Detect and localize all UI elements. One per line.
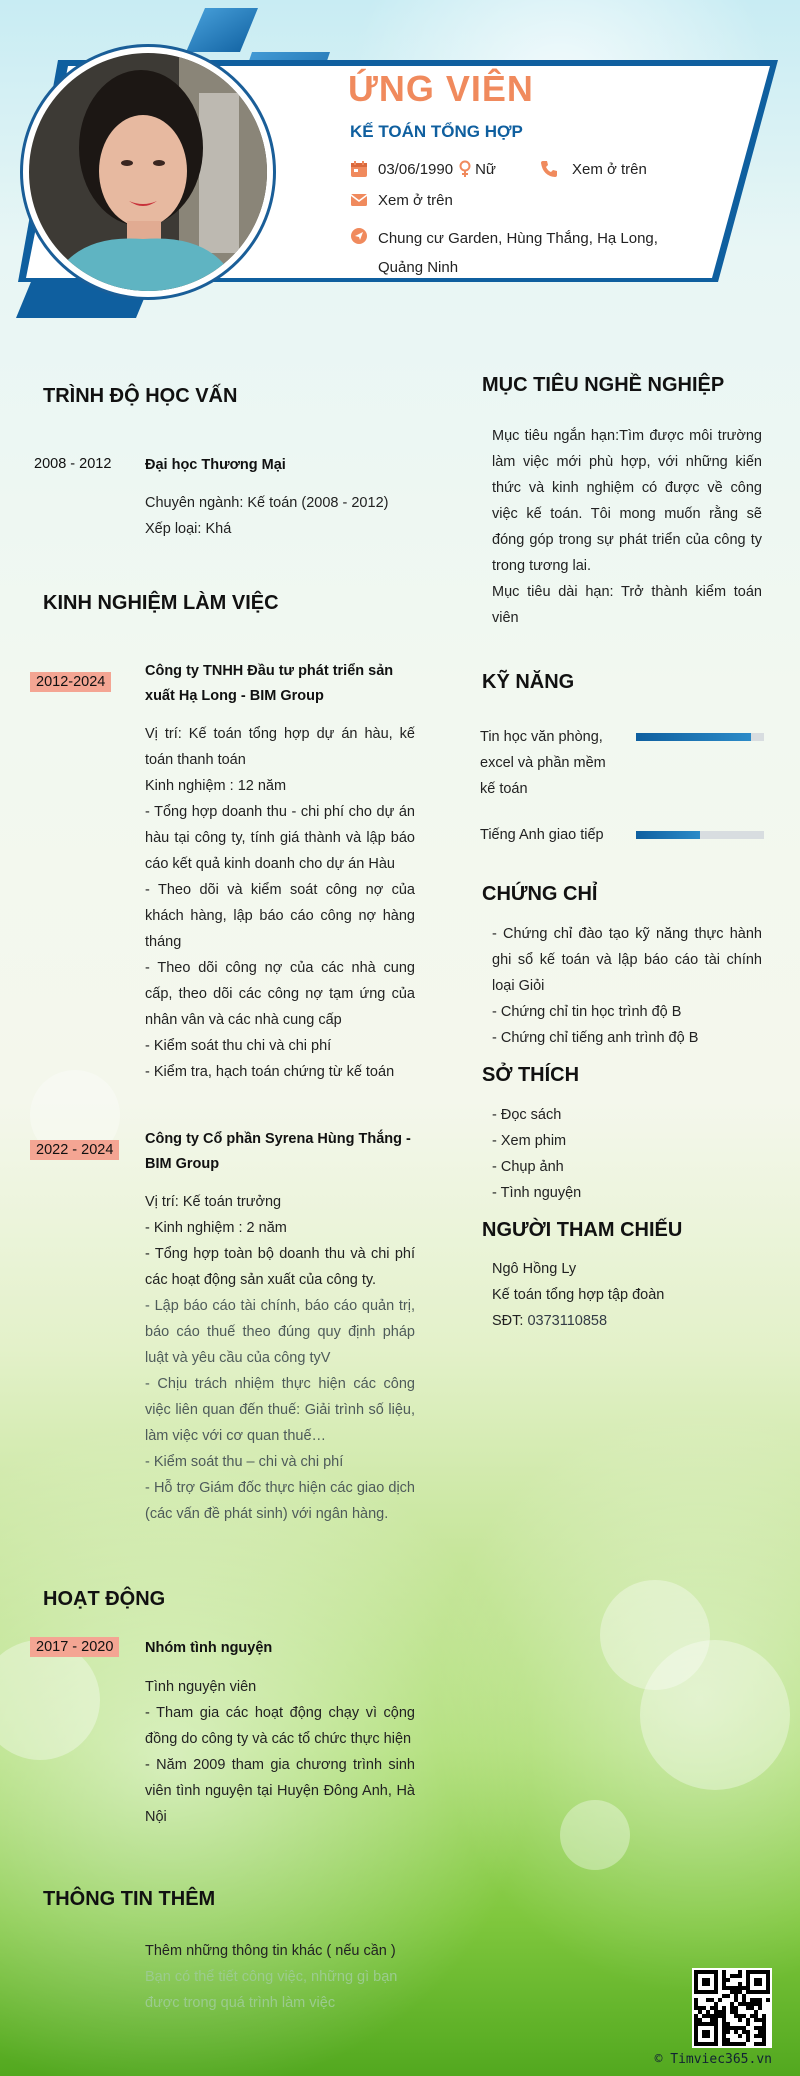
qr-module: [718, 2010, 722, 2014]
qr-module: [714, 2018, 718, 2022]
hobbies-title: SỞ THÍCH: [482, 1064, 580, 1086]
qr-module: [742, 1998, 746, 2002]
qr-module: [738, 2018, 742, 2022]
skill-name: Tin học văn phòng, excel và phần mềm kế toán: [480, 729, 606, 797]
qr-module: [754, 2034, 758, 2038]
skill-bar-fill: [636, 733, 751, 741]
qr-module: [722, 2022, 726, 2026]
qr-module: [738, 2014, 742, 2018]
qr-module: [722, 2026, 726, 2030]
hobbies-list: [492, 1102, 762, 1206]
email-icon: [350, 191, 368, 209]
birthdate-row: [350, 160, 496, 178]
qr-module: [730, 1974, 734, 1978]
job-line: - Hỗ trợ Giám đốc thực hiện các giao dịch (các vấn đề phát sinh) với ngân hàng.: [145, 1480, 415, 1522]
qr-module: [726, 2038, 730, 2042]
education-period: 2008 - 2012: [34, 456, 112, 472]
company-name: Công ty Cổ phần Syrena Hùng Thắng - BIM Group: [145, 1131, 411, 1172]
qr-module: [762, 2014, 766, 2018]
qr-module: [734, 1986, 738, 1990]
job-line: - Theo dõi công nợ của các nhà cung cấp, theo dõi các công nợ tạm ứng của nhân vân và các nhà cung cấp: [145, 960, 415, 1028]
qr-module: [754, 2010, 758, 2014]
qr-module: [758, 2042, 762, 2046]
reference-details: [492, 1256, 762, 1334]
qr-module: [702, 2006, 706, 2010]
activity-line: - Năm 2009 tham gia chương trình sinh viên tình nguyện tại Huyện Đông Anh, Hà Nội: [145, 1757, 415, 1825]
qr-module: [742, 1986, 746, 1990]
qr-module: [710, 2006, 714, 2010]
qr-module: [762, 2022, 766, 2026]
qr-module: [734, 1998, 738, 2002]
copyright: © Timviec365.vn: [654, 2052, 772, 2067]
activity-org: Nhóm tình nguyện: [145, 1640, 273, 1656]
qr-module: [734, 2026, 738, 2030]
extra-info-line: Thêm những thông tin khác ( nếu cần ): [145, 1943, 396, 1959]
gender: Nữ: [475, 160, 496, 178]
qr-module: [718, 1998, 722, 2002]
qr-module: [694, 2018, 698, 2022]
qr-module: [754, 2042, 758, 2046]
qr-module: [698, 2018, 702, 2022]
extra-info-title: THÔNG TIN THÊM: [43, 1888, 216, 1910]
qr-module: [766, 1998, 770, 2002]
qr-module: [694, 2006, 698, 2010]
qr-module: [722, 1986, 726, 1990]
reference-phone-label: SĐT:: [492, 1313, 528, 1329]
qr-module: [734, 2014, 738, 2018]
qr-module: [722, 1970, 726, 1974]
qr-module: [714, 2002, 718, 2006]
qr-module: [722, 2010, 726, 2014]
activity-line: - Tham gia các hoạt động chạy vì cộng đồng do công ty và các tổ chức thực hiện: [145, 1705, 415, 1747]
qr-module: [734, 2042, 738, 2046]
qr-module: [734, 2030, 738, 2034]
qr-module: [762, 2026, 766, 2030]
skill-name: Tiếng Anh giao tiếp: [480, 827, 604, 843]
education-title: TRÌNH ĐỘ HỌC VẤN: [43, 385, 238, 407]
qr-module: [722, 2014, 726, 2018]
skill-bar-fill: [636, 831, 700, 839]
reference-title: NGƯỜI THAM CHIẾU: [482, 1219, 683, 1241]
qr-module: [746, 2022, 750, 2026]
education-line: Chuyên ngành: Kế toán (2008 - 2012): [145, 495, 389, 511]
qr-module: [734, 1974, 738, 1978]
reference-name: Ngô Hồng Ly: [492, 1261, 577, 1277]
qr-module: [738, 1982, 742, 1986]
qr-module: [714, 2006, 718, 2010]
qr-module: [726, 2026, 730, 2030]
job-line: Vị trí: Kế toán trưởng: [145, 1194, 282, 1210]
qr-module: [722, 2038, 726, 2042]
experience-title: KINH NGHIỆM LÀM VIỆC: [43, 592, 279, 614]
qr-module: [742, 2026, 746, 2030]
qr-module: [746, 2030, 750, 2034]
qr-module: [726, 2042, 730, 2046]
qr-module: [758, 2034, 762, 2038]
job-line: - Tổng hợp toàn bộ doanh thu và chi phí các hoạt động sản xuất của công ty.: [145, 1246, 415, 1288]
qr-module: [746, 2006, 750, 2010]
qr-module: [706, 2010, 710, 2014]
certificate-item: - Chứng chỉ tin học trình độ B: [492, 1004, 682, 1020]
qr-module: [734, 1990, 738, 1994]
hobby-item: - Xem phim: [492, 1133, 567, 1149]
company-name: Công ty TNHH Đầu tư phát triển sản xuất Hạ Long - BIM Group: [145, 663, 394, 704]
qr-module: [754, 2018, 758, 2022]
activity-period: 2017 - 2020: [30, 1637, 119, 1657]
qr-module: [734, 2010, 738, 2014]
qr-module: [694, 2014, 698, 2018]
activities-title: HOẠT ĐỘNG: [43, 1588, 166, 1610]
extra-info-placeholder: Bạn có thể tiết công việc, những gì bạn: [145, 1969, 398, 1985]
qr-module: [694, 2002, 698, 2006]
qr-module: [738, 2026, 742, 2030]
qr-module: [722, 1994, 726, 1998]
address-line-1: Chung cư Garden, Hùng Thắng, Hạ Long,: [378, 230, 658, 247]
qr-module: [750, 2006, 754, 2010]
qr-module: [746, 2018, 750, 2022]
qr-module: [746, 2038, 750, 2042]
qr-module: [726, 2030, 730, 2034]
extra-info: [145, 1938, 435, 2016]
qr-module: [758, 2002, 762, 2006]
qr-code: [692, 1968, 772, 2048]
qr-module: [726, 1978, 730, 1982]
objective-text: [492, 423, 762, 631]
job-line: - Kiểm soát thu chi và chi phí: [145, 1038, 332, 1054]
reference-position: Kế toán tổng hợp tập đoàn: [492, 1287, 665, 1303]
bg-bubble: [640, 1640, 790, 1790]
qr-module: [722, 1974, 726, 1978]
email: Xem ở trên: [378, 191, 453, 209]
job-line: - Theo dõi và kiểm soát công nợ của khách hàng, lập báo cáo công nợ hàng tháng: [145, 882, 415, 950]
qr-module: [730, 2010, 734, 2014]
qr-module: [722, 1982, 726, 1986]
activity-details: [145, 1674, 415, 1830]
gender-icon: [457, 160, 473, 178]
short-term-goal: Mục tiêu ngắn hạn:Tìm được môi trường làm việc mới phù hợp, với những kiến thức và kinh nghiệm có được về công việc kế toán. Tôi mong muốn rằng sẽ đóng góp trong sự phát triển của công ty trong tương lai.: [492, 428, 762, 574]
qr-module: [742, 2014, 746, 2018]
qr-module: [754, 2014, 758, 2018]
objective-title: MỤC TIÊU NGHỀ NGHIỆP: [482, 374, 725, 396]
hobby-item: - Chụp ảnh: [492, 1159, 564, 1175]
qr-module: [742, 2042, 746, 2046]
qr-module: [758, 2026, 762, 2030]
qr-module: [702, 2014, 706, 2018]
qr-module: [746, 2002, 750, 2006]
qr-module: [762, 2030, 766, 2034]
hobby-item: - Tình nguyện: [492, 1185, 582, 1201]
hobby-item: - Đọc sách: [492, 1107, 562, 1123]
certificates-title: CHỨNG CHỈ: [482, 883, 598, 905]
qr-module: [758, 2030, 762, 2034]
birthdate: 03/06/1990: [378, 160, 454, 178]
qr-module: [698, 2010, 702, 2014]
address-line-2: Quảng Ninh: [378, 259, 459, 276]
job-line: - Kiểm soát thu – chi và chi phí: [145, 1454, 344, 1470]
qr-module: [738, 2002, 742, 2006]
qr-module: [750, 2014, 754, 2018]
qr-module: [758, 2018, 762, 2022]
qr-module: [706, 2014, 710, 2018]
phone-row: [540, 160, 647, 178]
qr-module: [722, 2018, 726, 2022]
qr-module: [710, 2018, 714, 2022]
qr-module: [762, 2018, 766, 2022]
certificate-item: - Chứng chỉ tiếng anh trình độ B: [492, 1030, 699, 1046]
qr-module: [762, 2034, 766, 2038]
skill-bar: [636, 831, 764, 839]
calendar-icon: [350, 160, 368, 178]
extra-info-placeholder: được trong quá trình làm việc: [145, 1995, 336, 2011]
qr-module: [722, 1978, 726, 1982]
qr-module: [742, 2030, 746, 2034]
qr-module: [714, 2014, 718, 2018]
qr-module: [750, 1998, 754, 2002]
job-line: - Kiểm tra, hạch toán chứng từ kế toán: [145, 1064, 395, 1080]
bg-bubble: [560, 1800, 630, 1870]
qr-module: [706, 1998, 710, 2002]
qr-module: [710, 2014, 714, 2018]
job-title: KẾ TOÁN TỔNG HỢP: [350, 122, 523, 141]
qr-module: [742, 2002, 746, 2006]
location-icon: [350, 227, 368, 245]
qr-module: [738, 1986, 742, 1990]
avatar: [29, 53, 267, 291]
reference-phone-row: [492, 1308, 762, 1334]
qr-module: [730, 1990, 734, 1994]
qr-module: [730, 2042, 734, 2046]
email-row: [350, 191, 453, 209]
qr-module: [762, 2042, 766, 2046]
job-line: - Chịu trách nhiệm thực hiện các công việc liên quan đến thuế: Giải trình số liệu, làm việc với cơ quan thuế…: [145, 1376, 415, 1444]
certificates-list: [492, 921, 762, 1051]
qr-module: [722, 2030, 726, 2034]
job-line: - Kinh nghiệm : 2 năm: [145, 1220, 287, 1236]
qr-module: [730, 2006, 734, 2010]
qr-module: [754, 2002, 758, 2006]
job-details: [145, 721, 415, 1085]
qr-module: [754, 1998, 758, 2002]
qr-module: [750, 2002, 754, 2006]
job-period: 2022 - 2024: [30, 1140, 119, 1160]
qr-module: [694, 1998, 698, 2002]
qr-module: [734, 2006, 738, 2010]
qr-module: [722, 2006, 726, 2010]
job-line: Vị trí: Kế toán tổng hợp dự án hàu, kế toán thanh toán: [145, 726, 415, 768]
qr-module: [730, 2002, 734, 2006]
qr-module: [698, 2006, 702, 2010]
qr-module: [738, 2042, 742, 2046]
education-details: [145, 490, 415, 542]
qr-module: [726, 1986, 730, 1990]
qr-module: [738, 1970, 742, 1974]
qr-module: [754, 2026, 758, 2030]
job-details: [145, 1189, 415, 1527]
skill-bar: [636, 733, 764, 741]
candidate-name: ỨNG VIÊN: [348, 68, 534, 109]
address-row: [350, 224, 658, 282]
qr-module: [758, 2006, 762, 2010]
certificate-item: - Chứng chỉ đào tạo kỹ năng thực hành ghi sổ kế toán và lập báo cáo tài chính loại Giỏi: [492, 926, 762, 994]
skills-title: KỸ NĂNG: [482, 671, 575, 693]
qr-module: [758, 1998, 762, 2002]
education-line: Xếp loại: Khá: [145, 521, 232, 537]
qr-module: [710, 1998, 714, 2002]
job-line: Kinh nghiệm : 12 năm: [145, 778, 287, 794]
job-period: 2012-2024: [30, 672, 111, 692]
qr-module: [738, 1974, 742, 1978]
qr-module: [738, 2034, 742, 2038]
job-line: - Lập báo cáo tài chính, báo cáo quản trị, báo cáo thuế theo đúng quy định pháp luật và yêu cầu của công tyV: [145, 1298, 415, 1366]
qr-module: [722, 2042, 726, 2046]
qr-module: [738, 1990, 742, 1994]
qr-module: [726, 2022, 730, 2026]
qr-module: [730, 1986, 734, 1990]
activity-line: Tình nguyện viên: [145, 1679, 257, 1695]
reference-phone: 0373110858: [527, 1313, 608, 1329]
qr-module: [718, 2014, 722, 2018]
school-name: Đại học Thương Mại: [145, 457, 286, 473]
qr-module: [742, 1994, 746, 1998]
qr-module: [746, 2034, 750, 2038]
long-term-goal: Mục tiêu dài hạn: Trở thành kiểm toán viên: [492, 584, 762, 626]
qr-module: [714, 2010, 718, 2014]
job-line: - Tổng hợp doanh thu - chi phí cho dự án hàu tại công ty, tính giá thành và lập báo cáo kết quả kinh doanh cho dự án Hàu: [145, 804, 415, 872]
bg-bubble: [0, 1640, 100, 1760]
qr-module: [734, 1994, 738, 1998]
qr-module: [762, 2038, 766, 2042]
qr-module: [726, 1994, 730, 1998]
phone: Xem ở trên: [572, 160, 647, 178]
qr-module: [722, 2034, 726, 2038]
phone-icon: [540, 160, 558, 178]
qr-module: [730, 2026, 734, 2030]
